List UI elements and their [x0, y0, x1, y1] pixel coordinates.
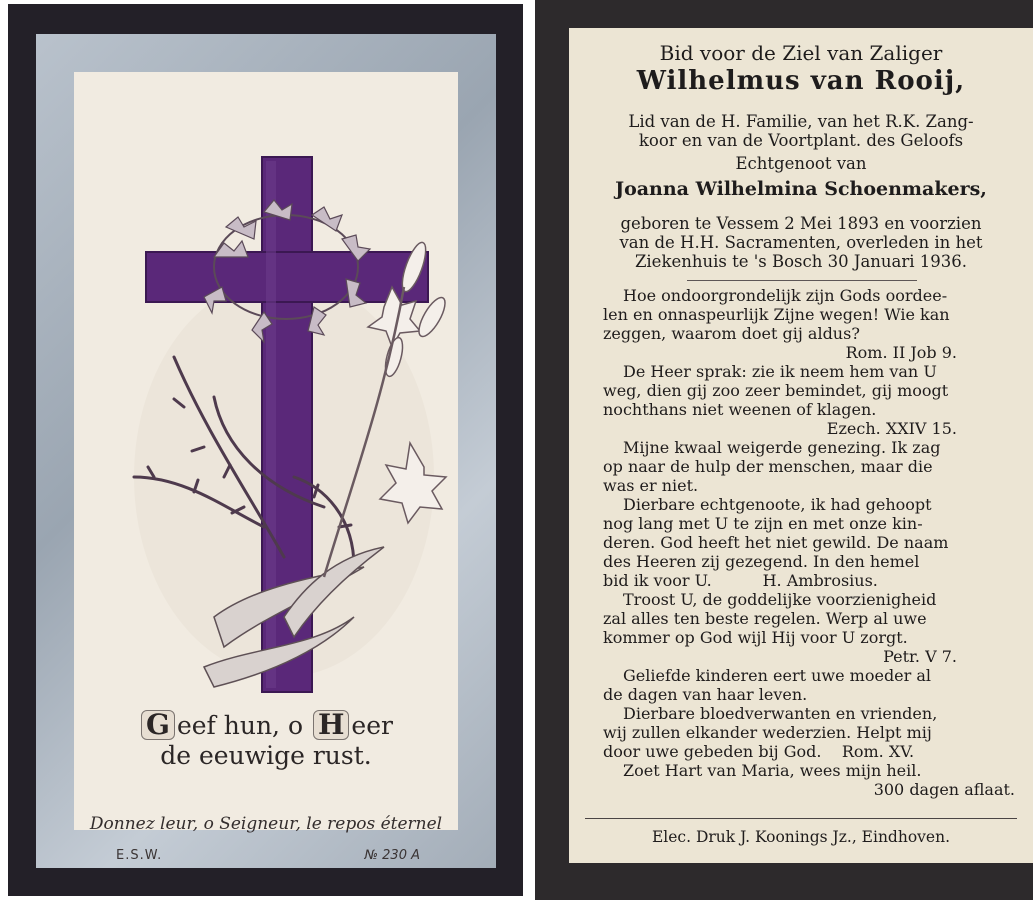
dutch-verse-line2: de eeuwige rust.: [160, 741, 372, 770]
indulgence-line: 300 dagen aflaat.: [873, 780, 1015, 799]
body-line: was er niet.: [603, 476, 699, 495]
body-line: kommer op God wijl Hij voor U zorgt.: [603, 628, 908, 647]
role-text: [569, 112, 1033, 150]
body-citation: Rom. II Job 9.: [845, 343, 957, 362]
bottom-divider: [585, 818, 1017, 819]
body-line: Troost U, de goddelijke voorzienigheid: [623, 590, 937, 609]
french-verse: Donnez leur, o Seigneur, le repos éternel: [89, 814, 443, 834]
body-line: len en onnaspeurlijk Zijne wegen! Wie kan: [603, 305, 950, 324]
body-line: deren. God heeft het niet gewild. De naam: [603, 533, 949, 552]
role-line: koor en van de Voortplant. des Geloofs: [638, 131, 964, 150]
body-line: wij zullen elkander wederzien. Helpt mij: [603, 723, 932, 742]
body-line: Dierbare echtgenoote, ik had gehoopt: [623, 495, 932, 514]
body-line: op naar de hulp der menschen, maar die: [603, 457, 933, 476]
birth-line: geboren te Vessem 2 Mei 1893 en voorzien: [620, 214, 982, 233]
body-line: De Heer sprak: zie ik neem hem van U: [623, 362, 937, 381]
verse-line1-part2: eer: [351, 711, 393, 740]
body-line: bid ik voor U. H. Ambrosius.: [603, 571, 878, 590]
body-line: des Heeren zij gezegend. In den hemel: [603, 552, 920, 571]
body-citation: Petr. V 7.: [883, 647, 957, 666]
illuminated-capital-g: G: [141, 710, 175, 740]
dutch-verse-line1: [74, 710, 458, 741]
body-line: Geliefde kinderen eert uwe moeder al: [623, 666, 932, 685]
right-card-paper: [569, 28, 1033, 863]
role-line: Lid van de H. Familie, van het R.K. Zang-: [628, 112, 974, 131]
body-citation: Ezech. XXIV 15.: [826, 419, 957, 438]
body-line: Mijne kwaal weigerde genezing. Ik zag: [623, 438, 941, 457]
spouse-name: Joanna Wilhelmina Schoenmakers,: [615, 178, 987, 200]
body-line: nochthans niet weenen of klagen.: [603, 400, 877, 419]
printer-credit: Elec. Druk J. Koonings Jz., Eindhoven.: [651, 828, 951, 846]
body-line: de dagen van haar leven.: [603, 685, 808, 704]
birth-death-text: [569, 214, 1033, 271]
body-line: nog lang met U te zijn en met onze kin-: [603, 514, 923, 533]
spouse-intro: Echtgenoot van: [735, 154, 867, 173]
left-card-frame: [8, 4, 523, 896]
cross-illustration: [114, 147, 454, 707]
birth-line: van de H.H. Sacramenten, overleden in het: [619, 233, 983, 252]
deceased-name: Wilhelmus van Rooij,: [636, 66, 966, 96]
body-line: Dierbare bloedverwanten en vrienden,: [623, 704, 938, 723]
prayer-body: [603, 286, 1023, 799]
right-card-frame: [535, 0, 1033, 900]
left-card-silver-border: [36, 34, 496, 868]
body-line: zeggen, waarom doet gij aldus?: [603, 324, 860, 343]
printer-mark: E.S.W.: [116, 848, 163, 863]
divider: [687, 280, 917, 281]
illuminated-capital-h: H: [313, 710, 349, 740]
left-card-paper: [74, 72, 458, 863]
body-line: door uwe gebeden bij God. Rom. XV.: [603, 742, 915, 761]
prayer-heading: Bid voor de Ziel van Zaliger: [659, 41, 943, 65]
dutch-verse: [74, 710, 458, 771]
card-number: № 230 A: [364, 848, 420, 863]
verse-line1-part1: eef hun, o: [176, 711, 303, 740]
body-line: zal alles ten beste regelen. Werp al uwe: [603, 609, 927, 628]
body-line: Hoe ondoorgrondelijk zijn Gods oordee-: [623, 286, 948, 305]
birth-line: Ziekenhuis te 's Bosch 30 Januari 1936.: [634, 252, 968, 271]
body-line: weg, dien gij zoo zeer bemindet, gij moogt: [603, 381, 949, 400]
body-line: Zoet Hart van Maria, wees mijn heil.: [623, 761, 922, 780]
